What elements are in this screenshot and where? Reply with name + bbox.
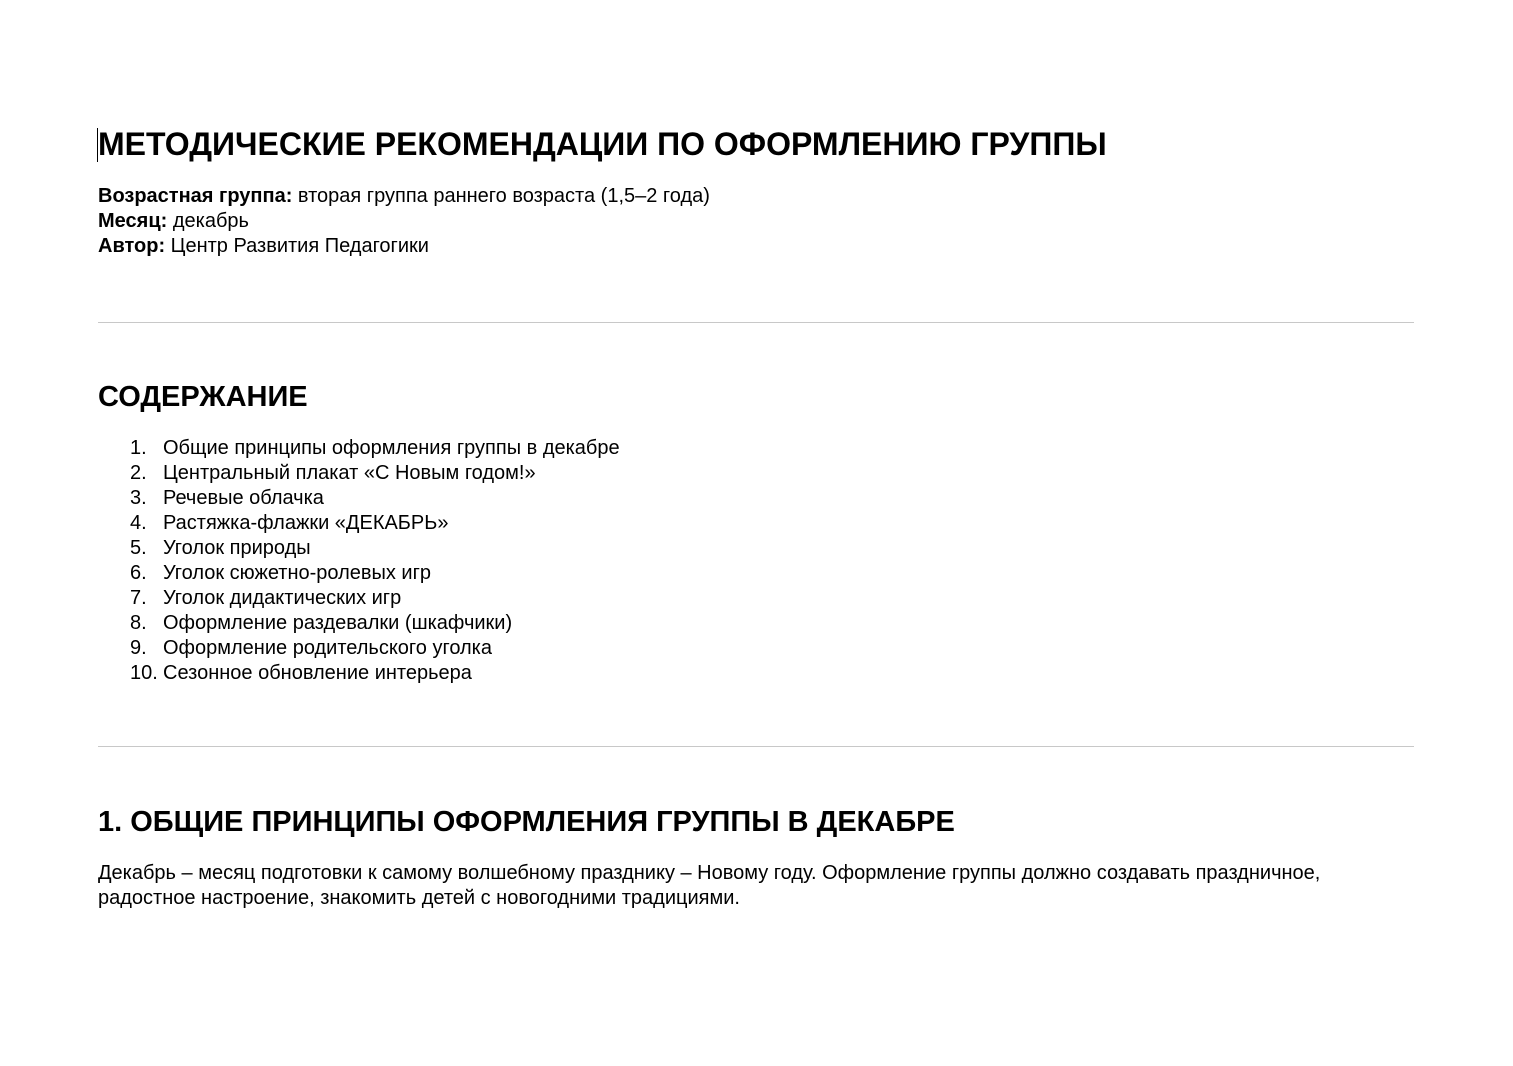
toc-item-number: 7. (130, 587, 147, 609)
document-page (98, 0, 1414, 1066)
section-1-heading[interactable]: 1. ОБЩИЕ ПРИНЦИПЫ ОФОРМЛЕНИЯ ГРУППЫ В ДЕКАБРЕ (98, 806, 955, 838)
section-1-paragraph[interactable]: Декабрь – месяц подготовки к самому волшебному празднику – Новому году. Оформление группы должно создавать праздничное, радостное настроение, знакомить детей с новогодними традициями. (98, 862, 1321, 909)
meta-age-group[interactable] (98, 184, 710, 209)
toc-item-number: 10. (130, 662, 158, 684)
document-meta (98, 184, 710, 259)
toc-item-number: 5. (130, 537, 147, 559)
toc-item-number: 9. (130, 637, 147, 659)
toc-heading[interactable]: СОДЕРЖАНИЕ (98, 381, 308, 413)
toc-item-text: Речевые облачка (163, 487, 324, 509)
toc-item-text: Оформление родительского уголка (163, 637, 492, 659)
meta-month[interactable] (98, 209, 710, 234)
toc-item-number: 6. (130, 562, 147, 584)
meta-month-label: Месяц: (98, 210, 168, 232)
toc-item-text: Уголок сюжетно-ролевых игр (163, 562, 432, 584)
toc-item-text: Уголок природы (163, 537, 311, 559)
toc-item-number: 3. (130, 487, 147, 509)
meta-author-value: Центр Развития Педагогики (165, 235, 429, 257)
toc-item-number: 8. (130, 612, 147, 634)
toc-item-number: 4. (130, 512, 147, 534)
toc-item-text: Растяжка-флажки «ДЕКАБРЬ» (163, 512, 449, 534)
meta-month-value: декабрь (167, 210, 249, 232)
meta-age-group-label: Возрастная группа: (98, 185, 293, 207)
horizontal-divider (98, 322, 1414, 323)
toc-item-text: Уголок дидактических игр (163, 587, 402, 609)
toc-item-text: Оформление раздевалки (шкафчики) (163, 612, 513, 634)
toc-item-text: Общие принципы оформления группы в декабре (163, 437, 620, 459)
meta-age-group-value: вторая группа раннего возраста (1,5–2 года) (292, 185, 710, 207)
toc-item-number: 1. (130, 437, 147, 459)
meta-author-label: Автор: (98, 235, 166, 257)
meta-author[interactable] (98, 234, 710, 259)
toc-item-number: 2. (130, 462, 147, 484)
toc-item-text: Центральный плакат «С Новым годом!» (163, 462, 536, 484)
toc-item-text: Сезонное обновление интерьера (163, 662, 472, 684)
horizontal-divider (98, 746, 1414, 747)
document-title[interactable]: МЕТОДИЧЕСКИЕ РЕКОМЕНДАЦИИ ПО ОФОРМЛЕНИЮ ГРУППЫ (98, 126, 1107, 162)
